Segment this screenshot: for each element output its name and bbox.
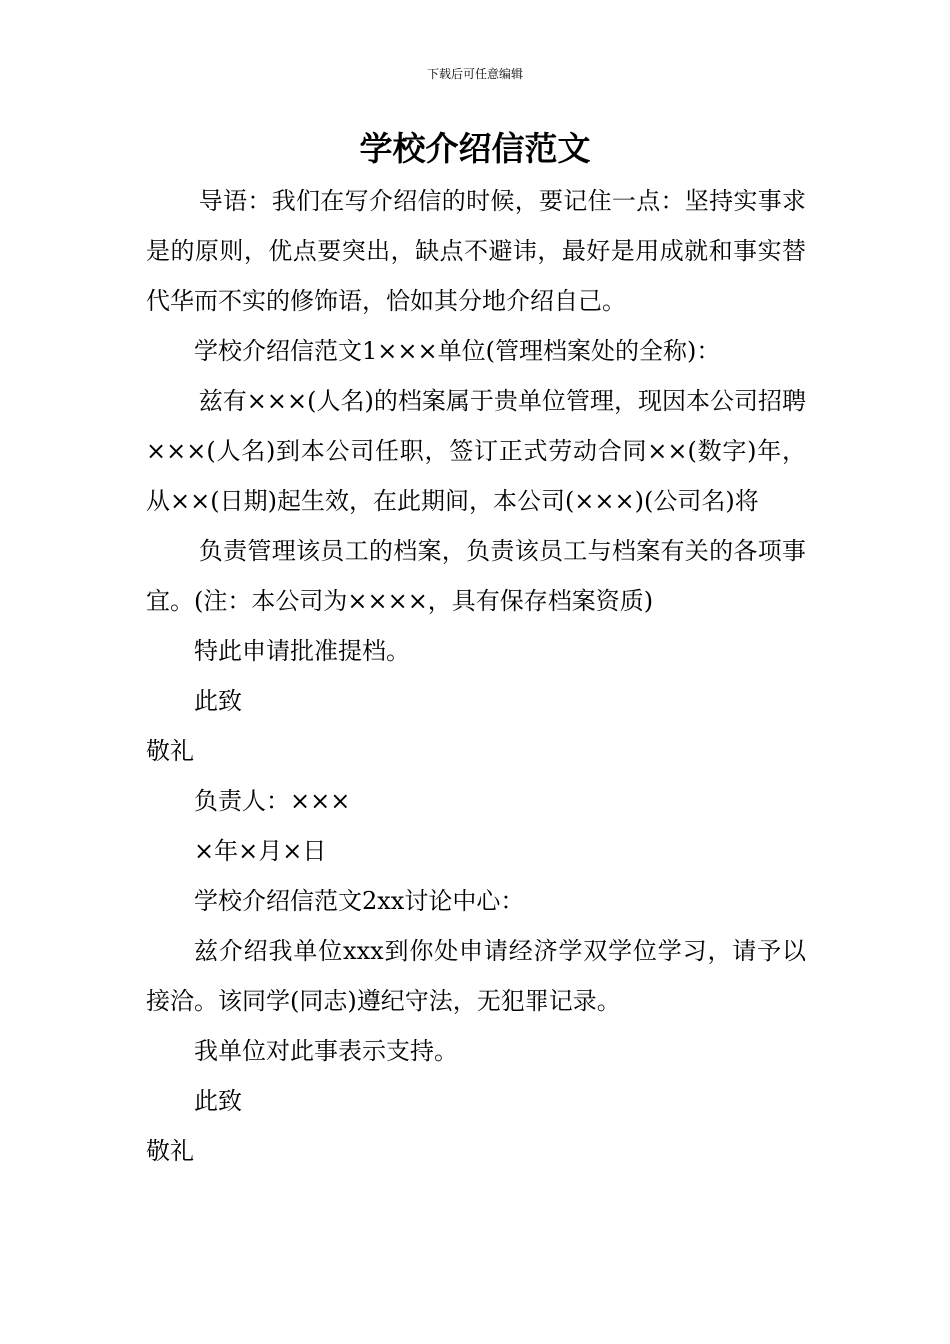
paragraph-sample1-body: 兹有×××(人名)的档案属于贵单位管理，现因本公司招聘×××(人名)到本公司任职，签订正式劳动合同××(数字)年，从××(日期)起生效，在此期间，本公司(×××)(公司名)将 [146,387,806,515]
paragraph-support: 我单位对此事表示支持。 [194,1037,458,1065]
document-title: 学校介绍信范文 [359,129,591,168]
paragraph-request: 特此申请批准提档。 [194,637,410,665]
paragraph-sample2-body: 兹介绍我单位xxx到你处申请经济学双学位学习，请予以接洽。该同学(同志)遵纪守法，无犯罪记录。 [146,937,806,1015]
paragraph-closing-jingli: 敬礼 [146,737,194,765]
paragraph-intro: 导语：我们在写介绍信的时候，要记住一点：坚持实事求是的原则，优点要突出，缺点不避讳，最好是用成就和事实替代华而不实的修饰语，恰如其分地介绍自己。 [146,187,806,315]
paragraph-date: ×年×月×日 [194,837,327,865]
paragraph-closing-cizhi-2: 此致 [194,1087,242,1115]
header-note: 下载后可任意编辑 [426,67,523,81]
paragraph-sample2-heading: 学校介绍信范文2xx讨论中心： [194,887,525,915]
paragraph-sample1-heading: 学校介绍信范文1×××单位(管理档案处的全称)： [194,337,721,365]
paragraph-sample1-duty: 负责管理该员工的档案，负责该员工与档案有关的各项事宜。(注：本公司为××××，具有保存档案资质) [146,537,806,615]
document-body [146,176,806,1176]
paragraph-signatory: 负责人：××× [194,787,351,815]
paragraph-closing-jingli-2: 敬礼 [146,1137,194,1165]
paragraph-closing-cizhi: 此致 [194,687,242,715]
